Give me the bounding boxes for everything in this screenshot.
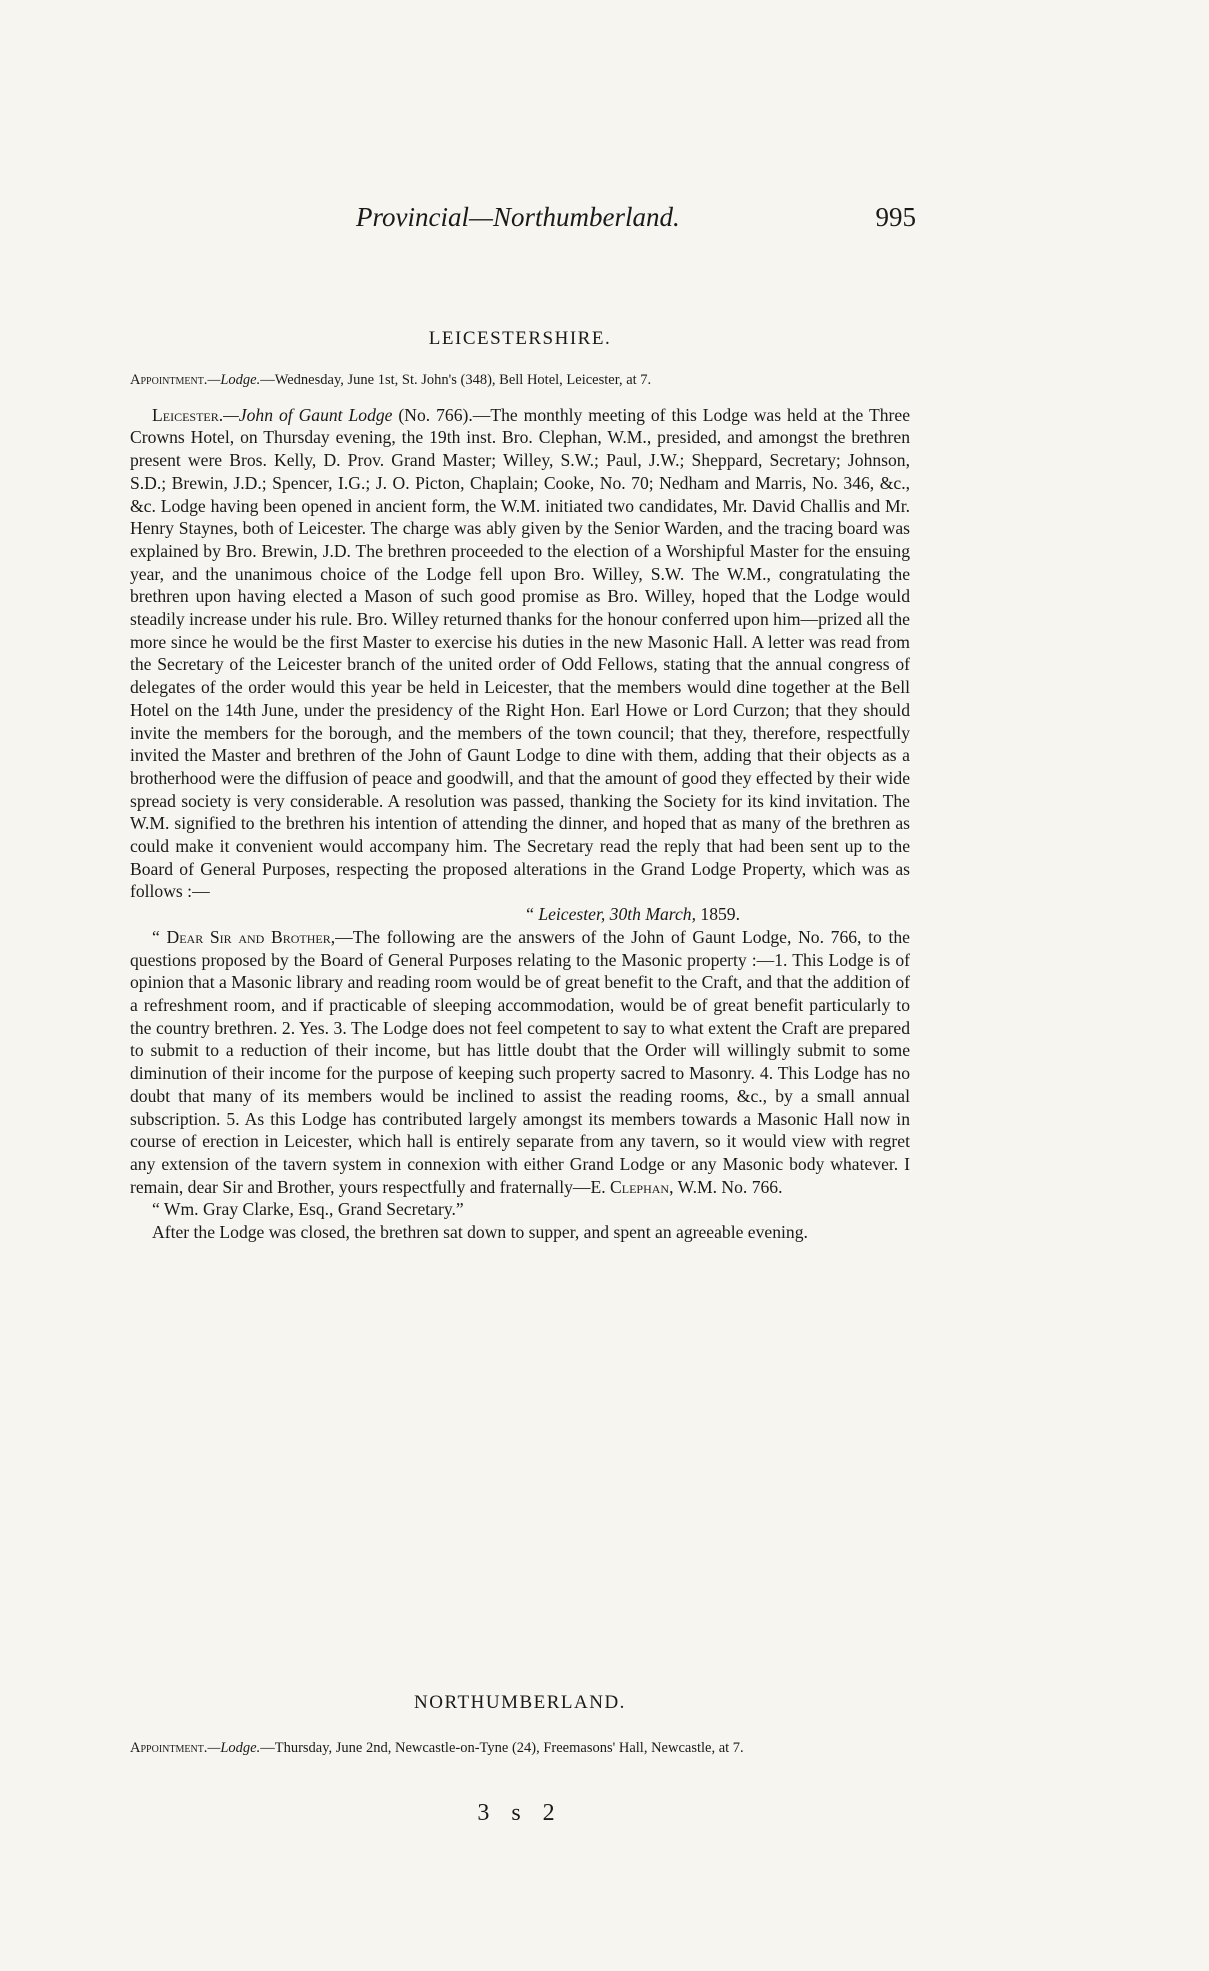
- dateline-date: 30th March,: [605, 904, 697, 925]
- appointment-lodge: —Lodge.: [207, 371, 261, 388]
- closing-paragraph: After the Lodge was closed, the brethren sat down to supper, and spent an agreeable evening.: [152, 1222, 808, 1243]
- appointment-northumberland: [130, 1739, 910, 1758]
- letter-salutation: “ Dear Sir and Brother,: [152, 926, 336, 947]
- appointment-text: —Wednesday, June 1st, St. John's (348), Bell Hotel, Leicester, at 7.: [260, 371, 652, 388]
- section-title-leicestershire: LEICESTERSHIRE.: [428, 328, 612, 349]
- leicestershire-section: [130, 328, 910, 1244]
- northumberland-section: [130, 1692, 910, 1758]
- report-label: Leicester.: [152, 404, 224, 425]
- letter-text: —The following are the answers of the John of Gaunt Lodge, No. 766, to the questions proposed by the Board of General Purposes relating to the Masonic property :—1. This Lodge is of opinion that a Masonic library and reading room would be of great benefit to the Craft, and that the addition of a refreshment room, and if practicable of sleeping accommodation, would be of great benefit particularly to the country brethren. 2. Yes. 3. The Lodge does not feel competent to say to what extent the Craft are prepared to submit to a reduction of their income, but has little doubt that the Order will willingly submit to some diminution of their income for the purpose of keeping such property sacred to Masonry. 4. This Lodge has no doubt that many of its members would be inclined to assist the reading rooms, &c., by a small annual subscription. 5. As this Lodge has contributed largely amongst its members towards a Masonic Hall now in course of erection in Leicester, which hall is entirely separate from any tavern, so it would view with regret any extension of the tavern system in connexion with either Grand Lodge or any Masonic body whatever. I remain, dear Sir and Brother, yours respectfully and fraternally—: [130, 926, 910, 1197]
- letter-dateline: “ Leicester, 30th March, 1859.: [526, 904, 740, 925]
- appointment-label: Appointment.: [130, 1739, 208, 1756]
- section-title-northumberland: NORTHUMBERLAND.: [414, 1692, 626, 1713]
- running-header: [356, 202, 916, 242]
- page-number: 995: [875, 202, 916, 232]
- letter-signer-title: W.M. No. 766.: [673, 1176, 783, 1197]
- appointment-label: Appointment.: [130, 371, 208, 388]
- appointment-text: —Thursday, June 2nd, Newcastle-on-Tyne (24), Freemasons' Hall, Newcastle, at 7.: [260, 1739, 744, 1756]
- report-lodge-name: —John of Gaunt Lodge: [223, 404, 393, 425]
- appointment-lodge: —Lodge.: [207, 1739, 261, 1756]
- report-paragraph: [130, 404, 910, 903]
- signature-mark: 3 s 2: [477, 1800, 563, 1826]
- letter-paragraph: [130, 926, 910, 1198]
- letter-signer: E. Clephan,: [590, 1176, 674, 1197]
- letter-addressee: “ Wm. Gray Clarke, Esq., Grand Secretary.”: [152, 1199, 464, 1220]
- dateline-year: 1859.: [696, 904, 740, 925]
- report-text: (No. 766).—The monthly meeting of this Lodge was held at the Three Crowns Hotel, on Thursday evening, the 19th inst. Bro. Clephan, W.M., presided, and amongst the brethren present were Bros. Kelly, D. Prov. Grand Master; Willey, S.W.; Paul, J.W.; Sheppard, Secretary; Johnson, S.D.; Brewin, J.D.; Spencer, I.G.; J. O. Picton, Chaplain; Cooke, No. 70; Nedham and Marris, No. 346, &c., &c. Lodge having been opened in ancient form, the W.M. initiated two candidates, Mr. David Challis and Mr. Henry Staynes, both of Leicester. The charge was ably given by the Senior Warden, and the tracing board was explained by Bro. Brewin, J.D. The brethren proceeded to the election of a Worshipful Master for the ensuing year, and the unanimous choice of the Lodge fell upon Bro. Willey, S.W. The W.M., congratulating the brethren upon having elected a Mason of such good promise as Bro. Willey, hoped that the Lodge would steadily increase under his rule. Bro. Willey returned thanks for the honour conferred upon him—prized all the more since he would be the first Master to exercise his duties in the new Masonic Hall. A letter was read from the Secretary of the Leicester branch of the united order of Odd Fellows, stating that the annual congress of delegates of the order would this year be held in Leicester, that the members would dine together at the Bell Hotel on the 14th June, under the presidency of the Right Hon. Earl Howe or Lord Curzon; that they should invite the members for the borough, and the members of the town council; that they, therefore, respectfully invited the Master and brethren of the John of Gaunt Lodge to dine with them, adding that their objects as a brotherhood were the diffusion of peace and goodwill, and that the amount of good they effected by their wide spread society is very considerable. A resolution was passed, thanking the Society for its kind invitation. The W.M. signified to the brethren his intention of attending the dinner, and hoped that as many of the brethren as could make it convenient would accompany him. The Secretary read the reply that had been sent up to the Board of General Purposes, respecting the proposed alterations in the Grand Lodge Property, which was as follows :—: [130, 404, 910, 902]
- running-title: Provincial—Northumberland.: [356, 202, 680, 232]
- dateline-place: Leicester,: [538, 904, 606, 925]
- appointment-leicestershire: [130, 371, 910, 390]
